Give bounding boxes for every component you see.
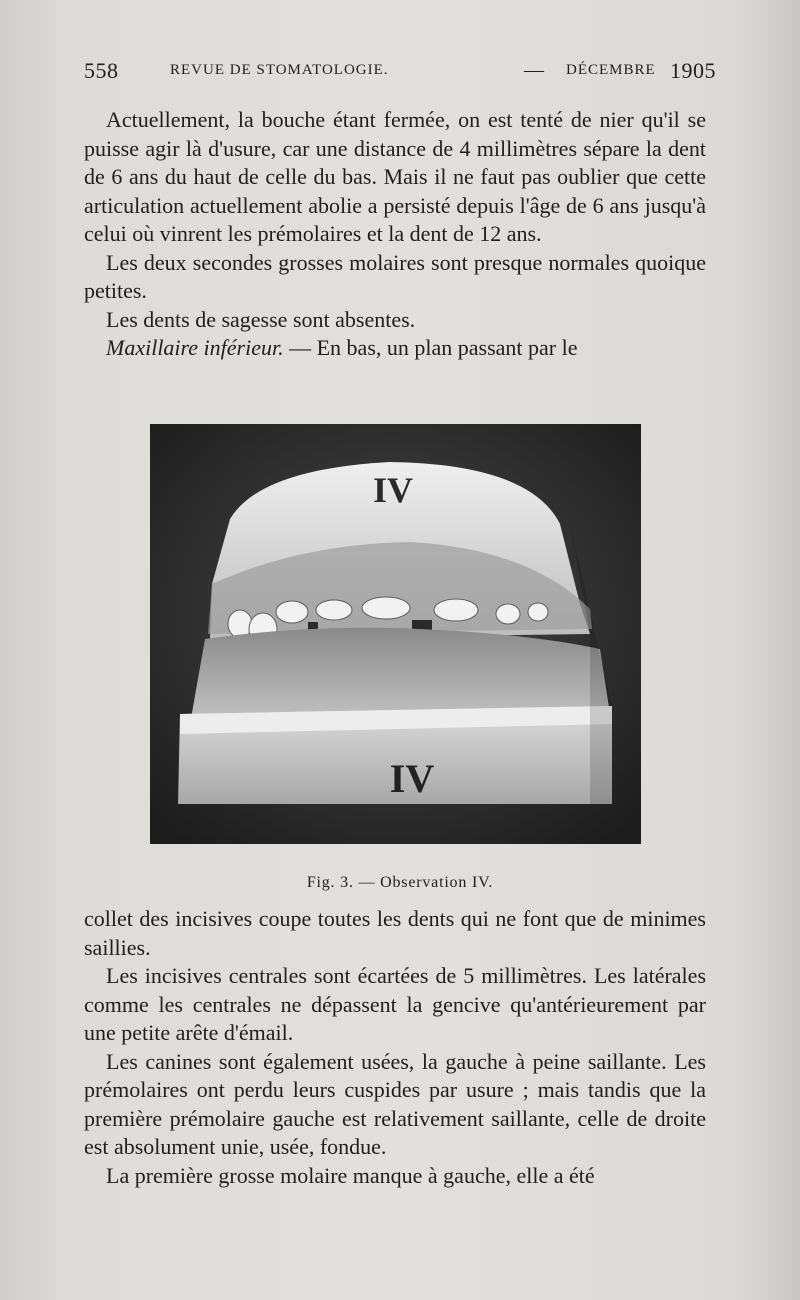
paragraph-maxillaire — [84, 334, 706, 363]
cast-label-top: IV — [372, 470, 414, 510]
cast-label-bottom: IV — [389, 756, 435, 801]
paragraph: Les incisives centrales sont écartées de 5 millimètres. Les latérales comme les centrales ne dépassent la gencive qu'antérieurement par une petite arête d'émail. — [84, 963, 706, 1045]
page-number: 558 — [84, 58, 119, 83]
running-header — [84, 58, 716, 88]
section-label: Maxillaire inférieur. — [106, 335, 284, 360]
paragraph: collet des incisives coupe toutes les dents qui ne font que de minimes saillies. — [84, 906, 706, 960]
header-year: 1905 — [670, 58, 716, 83]
body-text-top — [84, 106, 706, 363]
paragraph: Les dents de sagesse sont absentes. — [106, 306, 416, 332]
body-text-bottom — [84, 905, 706, 1190]
paragraph: Actuellement, la bouche étant fermée, on est tenté de nier qu'il se puisse agir là d'usure, car une distance de 4 millimètres sépare la dent de 6 ans du haut de celle du bas. Mais il ne faut pas oublier que cette articulation actuellement abolie a persisté depuis l'âge de 6 ans jusqu'à celui où vinrent les prémolaires et la dent de 12 ans. — [84, 107, 706, 246]
paragraph-text: — En bas, un plan passant par le — [283, 335, 578, 360]
header-separator: — — [524, 59, 545, 81]
figure-caption: Fig. 3. — Observation IV. — [306, 874, 494, 891]
journal-title: REVUE DE STOMATOLOGIE. — [170, 62, 389, 78]
header-month: DÉCEMBRE — [566, 62, 656, 78]
figure-photo — [150, 424, 641, 844]
paragraph: Les canines sont également usées, la gauche à peine saillante. Les prémolaires ont perdu leurs cuspides par usure ; mais tandis que la première prémolaire gauche est relativement saillante, celle de droite est absolument unie, usée, fondue. — [84, 1048, 706, 1159]
paragraph: La première grosse molaire manque à gauche, elle a été — [106, 1162, 595, 1188]
dental-cast-illustration — [150, 424, 641, 844]
paragraph: Les deux secondes grosses molaires sont presque normales quoique petites. — [84, 249, 706, 303]
